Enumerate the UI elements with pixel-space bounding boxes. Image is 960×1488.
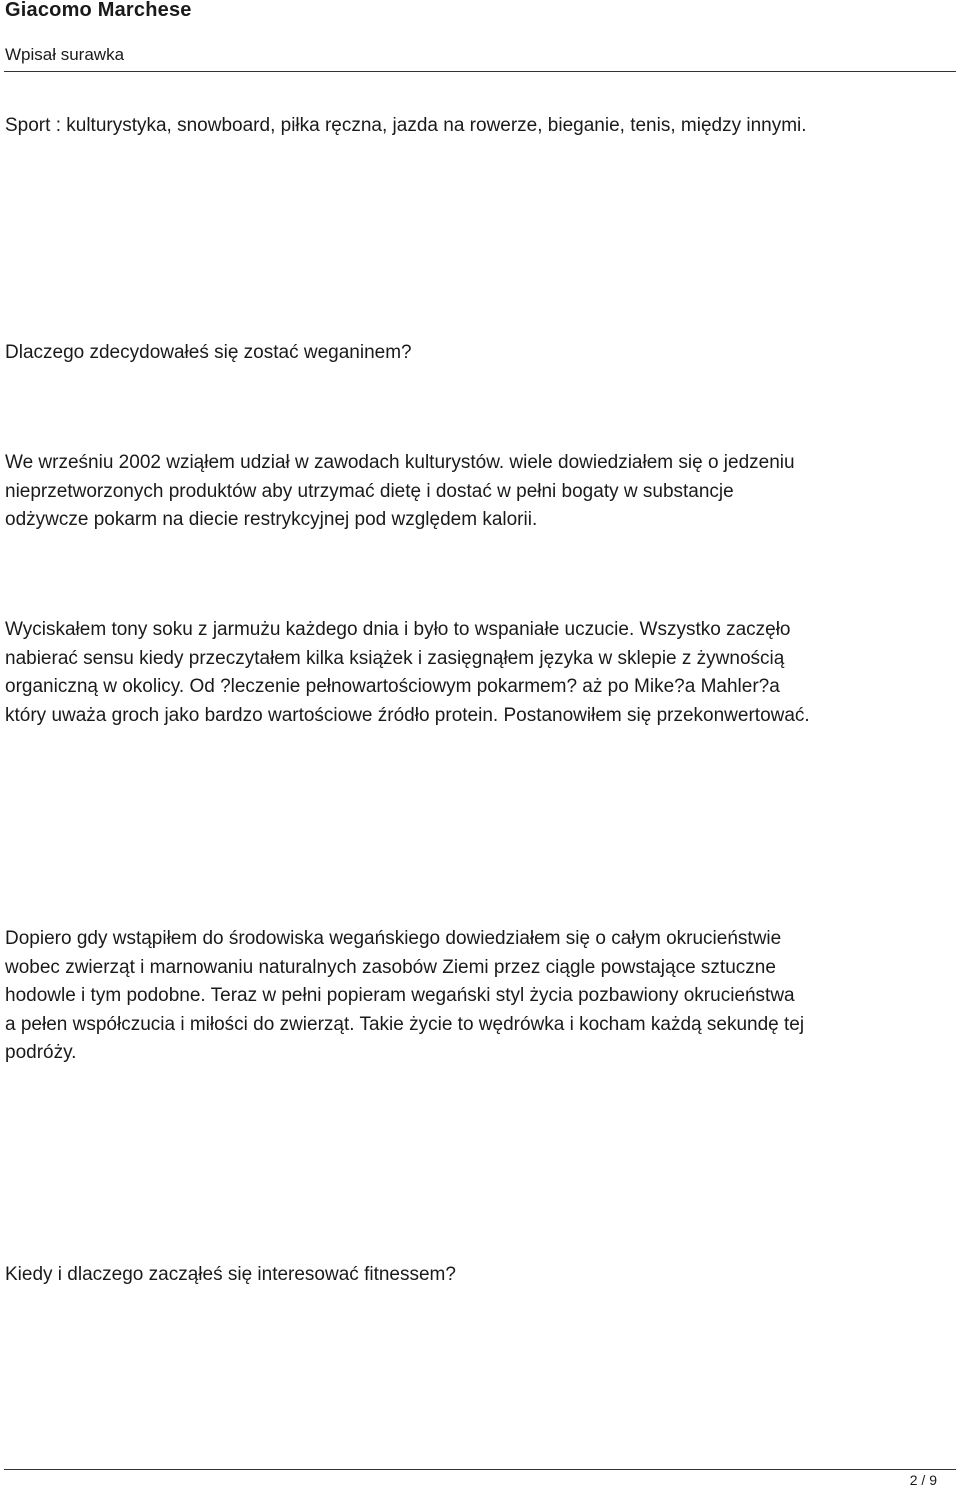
text-line: odżywcze pokarm na diecie restrykcyjnej pod względem kalorii. [5,509,538,530]
text-line: nabierać sensu kiedy przeczytałem kilka książek i zasięgnąłem języka w sklepie z żywnością [5,647,785,669]
answer-paragraph-1 [5,449,955,535]
byline: Wpisał surawka [5,45,125,64]
text-line: Sport : kulturystyka, snowboard, piłka ręczna, jazda na rowerze, bieganie, tenis, między innymi. [5,115,807,136]
sport-paragraph [5,112,955,141]
text-line: nieprzetworzonych produktów aby utrzymać dietę i dostać w pełni bogaty w substancje [5,480,734,502]
text-line: hodowle i tym podobne. Teraz w pełni popieram wegański styl życia pozbawiony okrucieństwa [5,985,795,1006]
text-line: Dlaczego zdecydowałeś się zostać weganinem? [5,342,412,363]
text-line: Kiedy i dlaczego zacząłeś się interesować fitnessem? [5,1264,456,1285]
text-line: organiczną w okolicy. Od ?leczenie pełnowartościowym pokarmem? aż po Mike?a Mahler?a [5,676,780,697]
text-line: a pełen współczucia i miłości do zwierząt. Takie życie to wędrówka i kocham każdą sekundę tej [5,1013,805,1035]
footer-divider [4,1469,956,1470]
text-line: podróży. [5,1042,77,1063]
text-line: wobec zwierząt i marnowaniu naturalnych zasobów Ziemi przez ciągle powstające sztuczne [5,956,776,978]
text-line: który uważa groch jako bardzo wartościowe źródło protein. Postanowiłem się przekonwertować. [5,704,810,726]
text-line: We wrześniu 2002 wziąłem udział w zawodach kulturystów. wiele dowiedziałem się o jedzeniu [5,452,795,473]
question-fitness [5,1261,955,1290]
answer-paragraph-2 [5,616,955,730]
text-line: Wyciskałem tony soku z jarmużu każdego dnia i było to wspaniałe uczucie. Wszystko zaczęło [5,619,791,640]
answer-paragraph-3 [5,925,955,1068]
author-name: Giacomo Marchese [5,0,192,21]
page-number: 2 / 9 [909,1472,937,1488]
text-line: Dopiero gdy wstąpiłem do środowiska wegańskiego dowiedziałem się o całym okrucieństwie [5,928,782,949]
header-divider [4,71,956,72]
question-vegan [5,339,955,368]
